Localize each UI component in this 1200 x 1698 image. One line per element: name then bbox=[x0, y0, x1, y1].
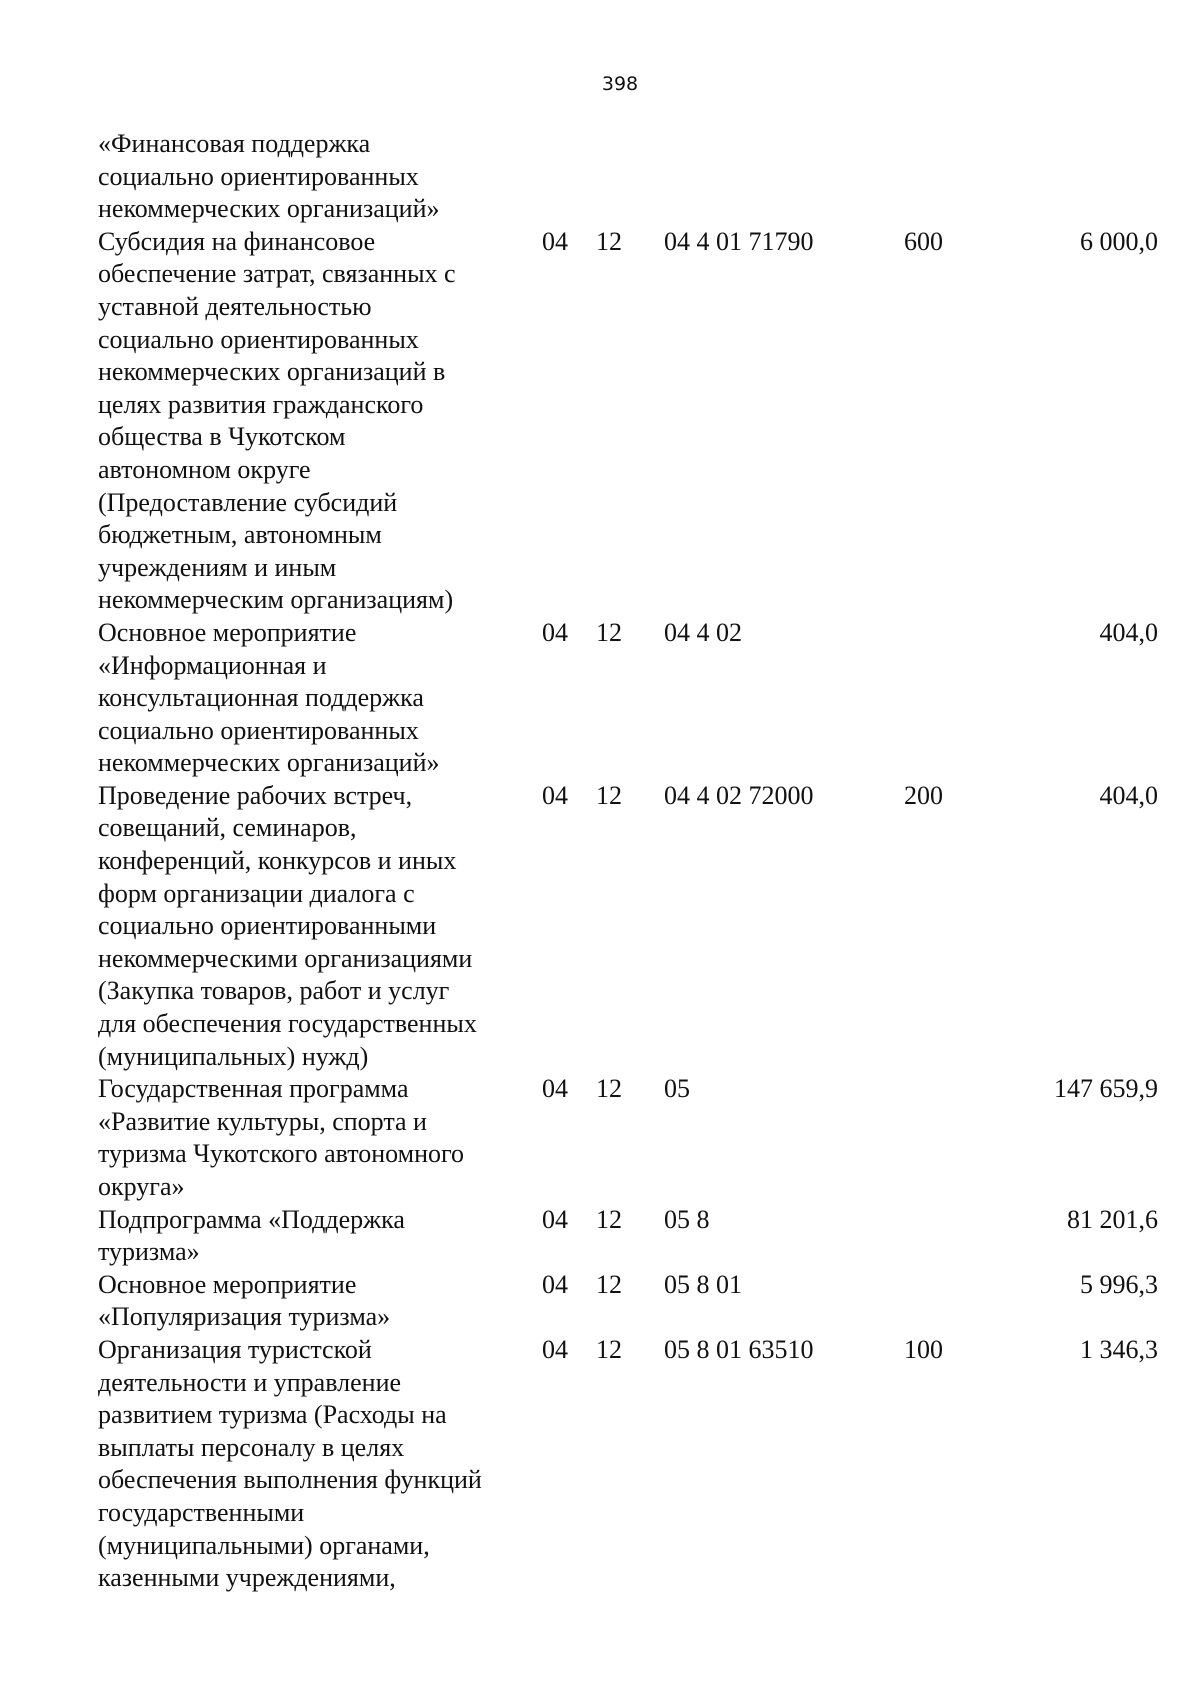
row-amount: 404,0 bbox=[1099, 780, 1158, 810]
row-amount: 5 996,3 bbox=[1080, 1269, 1158, 1299]
table-row bbox=[98, 226, 1158, 617]
row-target-article-code: 04 4 02 72000 bbox=[664, 780, 814, 810]
row-target-article-code: 05 bbox=[664, 1074, 690, 1104]
row-subsection-code: 12 bbox=[596, 1074, 622, 1104]
row-subsection-code: 12 bbox=[596, 1269, 622, 1299]
row-target-article-code: 05 8 01 bbox=[664, 1269, 742, 1299]
table-row bbox=[98, 1269, 1158, 1334]
row-section-code bbox=[538, 128, 596, 226]
table-row bbox=[98, 1334, 1158, 1595]
row-section-code: 04 bbox=[542, 1074, 568, 1104]
row-subsection-code: 12 bbox=[596, 226, 622, 256]
table-row bbox=[98, 128, 1158, 226]
row-section-code: 04 bbox=[542, 1269, 568, 1299]
row-name: «Финансовая поддержка социально ориентированных некоммерческих организаций» bbox=[98, 129, 440, 224]
row-amount bbox=[1004, 128, 1158, 226]
row-expense-type-code bbox=[904, 128, 1004, 226]
row-amount: 1 346,3 bbox=[1080, 1334, 1158, 1364]
row-section-code: 04 bbox=[542, 1204, 568, 1234]
page-number: 398 bbox=[601, 73, 639, 95]
row-subsection-code bbox=[596, 128, 664, 226]
row-expense-type-code bbox=[904, 1269, 1004, 1334]
row-amount: 81 201,6 bbox=[1067, 1204, 1158, 1234]
row-target-article-code: 05 8 01 63510 bbox=[664, 1334, 814, 1364]
budget-table bbox=[98, 128, 1158, 1595]
row-target-article-code bbox=[664, 128, 904, 226]
row-name: Основное мероприятие «Информационная и консультационная поддержка социально ориентированных некоммерческих организаций» bbox=[98, 617, 440, 778]
row-name: Проведение рабочих встреч, совещаний, семинаров, конференций, конкурсов и иных форм организации диалога с социально ориентированными некоммерческими организациями (Закупка товаров, работ и услуг для обеспечения государственных (муниципальных) нужд) bbox=[98, 780, 477, 1071]
table-row bbox=[98, 617, 1158, 780]
row-name: Подпрограмма «Поддержка туризма» bbox=[98, 1204, 405, 1267]
row-name: Субсидия на финансовое обеспечение затрат, связанных с уставной деятельностью социально ориентированных некоммерческих организаций в целях развития гражданского общества в Чукотском автономном округе (Предоставление субсидий бюджетным, автономным учреждениям и иным некоммерческим организациям) bbox=[98, 226, 456, 615]
row-subsection-code: 12 bbox=[596, 780, 622, 810]
table-row bbox=[98, 1073, 1158, 1203]
row-name: Организация туристской деятельности и управление развитием туризма (Расходы на выплаты персоналу в целях обеспечения выполнения функций государственными (муниципальными) органами, казенными учреждениями, bbox=[98, 1334, 482, 1593]
row-target-article-code: 04 4 02 bbox=[664, 617, 742, 647]
row-expense-type-code bbox=[904, 1073, 1004, 1203]
table-row bbox=[98, 780, 1158, 1073]
table-row bbox=[98, 1204, 1158, 1269]
row-amount: 404,0 bbox=[1099, 617, 1158, 647]
row-name: Основное мероприятие «Популяризация туризма» bbox=[98, 1269, 391, 1332]
row-section-code: 04 bbox=[542, 226, 568, 256]
row-subsection-code: 12 bbox=[596, 1204, 622, 1234]
row-expense-type-code: 600 bbox=[904, 226, 943, 256]
row-expense-type-code: 200 bbox=[904, 780, 943, 810]
row-amount: 6 000,0 bbox=[1080, 226, 1158, 256]
row-section-code: 04 bbox=[542, 780, 568, 810]
row-subsection-code: 12 bbox=[596, 1334, 622, 1364]
row-target-article-code: 04 4 01 71790 bbox=[664, 226, 814, 256]
row-section-code: 04 bbox=[542, 617, 568, 647]
row-amount: 147 659,9 bbox=[1054, 1074, 1158, 1104]
row-target-article-code: 05 8 bbox=[664, 1204, 710, 1234]
row-expense-type-code: 100 bbox=[904, 1334, 943, 1364]
row-subsection-code: 12 bbox=[596, 617, 622, 647]
row-name: Государственная программа «Развитие культуры, спорта и туризма Чукотского автономного округа» bbox=[98, 1074, 465, 1201]
row-section-code: 04 bbox=[542, 1334, 568, 1364]
row-expense-type-code bbox=[904, 617, 1004, 780]
row-expense-type-code bbox=[904, 1204, 1004, 1269]
